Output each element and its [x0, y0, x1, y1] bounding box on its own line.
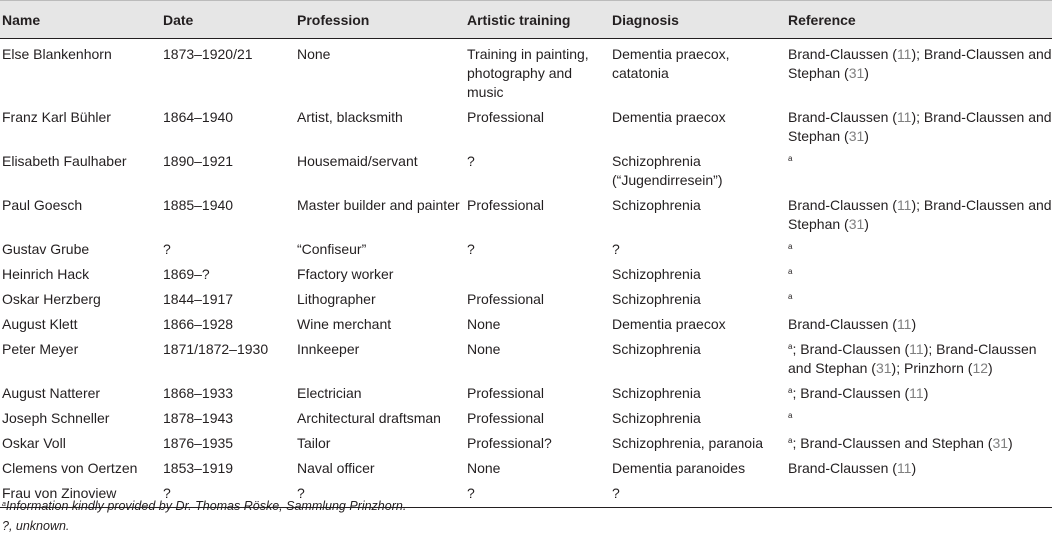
cell-reference [788, 237, 1052, 262]
footnote-unknown: ?, unknown. [2, 519, 70, 533]
reference-text: ) [911, 460, 917, 476]
table-row [0, 237, 1052, 262]
cell-date: 1873–1920/21 [163, 46, 253, 62]
cell-reference [788, 431, 1052, 456]
cell-profession: Naval officer [297, 460, 375, 476]
footnote-marker: a [788, 411, 793, 420]
reference-number: 31 [875, 360, 892, 376]
cell-name: Elisabeth Faulhaber [2, 153, 127, 169]
cell-profession: Innkeeper [297, 341, 360, 357]
cell-artistic-training: Training in painting, photography and music [467, 46, 589, 100]
cell-profession: Architectural draftsman [297, 410, 441, 426]
header-reference: Reference [788, 1, 1052, 39]
table-row [0, 262, 1052, 287]
cell-diagnosis: ? [612, 481, 788, 508]
reference-number: 11 [909, 385, 924, 401]
footnote-marker: a [788, 386, 793, 395]
table-row [0, 431, 1052, 456]
cell-name: Gustav Grube [2, 241, 90, 257]
reference-number: 31 [992, 435, 1009, 451]
table-row [0, 149, 1052, 193]
cell-date: 1869–? [163, 266, 210, 282]
cell-profession: Artist, blacksmith [297, 109, 403, 125]
cell-diagnosis: Dementia praecox [612, 109, 726, 125]
reference-text: ) [864, 216, 869, 232]
cell-artistic-training: None [467, 316, 501, 332]
cell-profession: Lithographer [297, 291, 376, 307]
reference-number: 11 [896, 460, 912, 476]
cell-reference [788, 381, 1052, 406]
cell-date: ? [163, 481, 297, 508]
reference-text: ); Brand-Claussen and Stephan ( [788, 46, 1052, 81]
reference-text: ; Brand-Claussen ( [792, 341, 910, 357]
cell-reference [788, 456, 1052, 481]
footnote-a-marker: a [2, 501, 6, 508]
cell-reference [788, 105, 1052, 149]
footnote-marker: a [788, 154, 793, 163]
cell-profession: None [297, 46, 331, 62]
cell-diagnosis: Schizophrenia [612, 410, 701, 426]
reference-text: Brand-Claussen ( [788, 46, 897, 62]
reference-number: 31 [848, 216, 865, 232]
table-body [0, 39, 1052, 508]
table-row [0, 39, 1052, 106]
cell-artistic-training: Professional [467, 410, 545, 426]
cell-diagnosis: Schizophrenia, paranoia [612, 435, 763, 451]
cell-diagnosis: Dementia paranoides [612, 460, 746, 476]
header-date: Date [163, 1, 297, 39]
cell-artistic-training: None [467, 341, 501, 357]
reference-number: 11 [896, 197, 912, 213]
reference-number: 11 [896, 109, 912, 125]
cell-artistic-training: Professional [467, 291, 545, 307]
cell-name: Else Blankenhorn [2, 46, 112, 62]
cell-profession: “Confiseur” [297, 241, 367, 257]
cell-diagnosis: Schizophrenia [612, 385, 701, 401]
cell-profession: Ffactory worker [297, 266, 394, 282]
cell-date: 1890–1921 [163, 153, 234, 169]
table-row [0, 193, 1052, 237]
reference-text: ) [923, 385, 929, 401]
cell-diagnosis: Schizophrenia [612, 291, 701, 307]
cell-name: August Klett [2, 316, 78, 332]
footnote-marker: a [788, 267, 793, 276]
reference-number: 11 [909, 341, 924, 357]
header-artistic-training: Artistic training [467, 1, 612, 39]
reference-text: ); Brand-Claussen and Stephan ( [788, 197, 1052, 232]
footnotes [2, 496, 406, 536]
cell-date: 1878–1943 [163, 410, 234, 426]
cell-diagnosis: Dementia praecox [612, 316, 726, 332]
cell-name: Heinrich Hack [2, 266, 90, 282]
footnote-a-text: Information kindly provided by Dr. Thomas Röske, Sammlung Prinzhorn. [5, 499, 407, 513]
cell-name: Oskar Voll [2, 435, 66, 451]
cell-artistic-training: ? [467, 241, 475, 257]
footnote-marker: a [788, 436, 793, 445]
cell-date: 1885–1940 [163, 197, 234, 213]
cell-date: 1864–1940 [163, 109, 234, 125]
cell-profession: Tailor [297, 435, 331, 451]
cell-profession: Electrician [297, 385, 362, 401]
cell-profession: Master builder and painter [297, 197, 460, 213]
reference-text: ) [988, 360, 993, 376]
reference-text: Brand-Claussen ( [788, 109, 897, 125]
cell-reference [788, 406, 1052, 431]
table-row [0, 312, 1052, 337]
cell-profession: ? [297, 481, 467, 508]
cell-date: 1871/1872–1930 [163, 341, 269, 357]
cell-artistic-training: Professional [467, 109, 545, 125]
cell-reference [788, 312, 1052, 337]
cell-diagnosis: ? [612, 241, 620, 257]
cell-reference [788, 481, 1052, 508]
reference-number: 12 [972, 360, 989, 376]
reference-number: 31 [848, 65, 865, 81]
reference-text: Brand-Claussen ( [788, 197, 897, 213]
header-row [0, 1, 1052, 39]
reference-number: 31 [848, 128, 865, 144]
cell-date: ? [163, 241, 171, 257]
cell-artistic-training [467, 262, 612, 287]
cell-date: 1866–1928 [163, 316, 234, 332]
header-diagnosis: Diagnosis [612, 1, 788, 39]
reference-text: ); Brand-Claussen and Stephan ( [788, 341, 1037, 376]
reference-text: ) [911, 316, 917, 332]
header-profession: Profession [297, 1, 467, 39]
reference-text: Brand-Claussen ( [788, 316, 897, 332]
table-row [0, 456, 1052, 481]
cell-artistic-training: ? [467, 481, 612, 508]
table-header [0, 1, 1052, 39]
table-row [0, 287, 1052, 312]
cell-date: 1868–1933 [163, 385, 234, 401]
cell-artistic-training: Professional [467, 197, 545, 213]
reference-text: ) [1008, 435, 1013, 451]
reference-text: ) [864, 65, 869, 81]
cell-date: 1844–1917 [163, 291, 234, 307]
table-row [0, 406, 1052, 431]
header-name: Name [0, 1, 163, 39]
cell-reference [788, 337, 1052, 381]
cell-reference [788, 39, 1052, 106]
cell-reference [788, 149, 1052, 193]
cell-reference [788, 193, 1052, 237]
cell-name: Clemens von Oertzen [2, 460, 138, 476]
cell-name: Frau von Zinoview [0, 481, 163, 508]
reference-number: 11 [896, 316, 912, 332]
reference-number: 11 [896, 46, 912, 62]
cell-name: August Natterer [2, 385, 101, 401]
table-row [0, 105, 1052, 149]
cell-artistic-training: Professional? [467, 435, 552, 451]
cell-name: Franz Karl Bühler [2, 109, 111, 125]
cell-artistic-training: None [467, 460, 501, 476]
cell-diagnosis: Schizophrenia [612, 197, 701, 213]
cell-diagnosis: Schizophrenia [612, 341, 701, 357]
cell-artistic-training: ? [467, 153, 475, 169]
cell-date: 1853–1919 [163, 460, 234, 476]
reference-text: ); Prinzhorn ( [891, 360, 973, 376]
cell-name: Paul Goesch [2, 197, 83, 213]
table-row [0, 337, 1052, 381]
cell-reference [788, 287, 1052, 312]
footnote-a [2, 496, 406, 516]
reference-text: ; Brand-Claussen ( [792, 385, 910, 401]
reference-text: ) [864, 128, 869, 144]
reference-text: Brand-Claussen ( [788, 460, 897, 476]
table-row [0, 381, 1052, 406]
cell-reference [788, 262, 1052, 287]
cell-diagnosis: Schizophrenia [612, 266, 701, 282]
footnote-marker: a [788, 242, 793, 251]
reference-text: ); Brand-Claussen and Stephan ( [788, 109, 1052, 144]
cell-diagnosis: Schizophrenia (“Jugendirresein”) [612, 153, 723, 188]
cell-profession: Housemaid/servant [297, 153, 418, 169]
footnote-marker: a [788, 292, 793, 301]
cell-name: Peter Meyer [2, 341, 79, 357]
cell-artistic-training: Professional [467, 385, 545, 401]
cell-date: 1876–1935 [163, 435, 234, 451]
cell-name: Joseph Schneller [2, 410, 110, 426]
cell-name: Oskar Herzberg [2, 291, 101, 307]
reference-text: ; Brand-Claussen and Stephan ( [792, 435, 993, 451]
cell-profession: Wine merchant [297, 316, 392, 332]
cell-diagnosis: Dementia praecox, catatonia [612, 46, 730, 81]
footnote-marker: a [788, 342, 793, 351]
